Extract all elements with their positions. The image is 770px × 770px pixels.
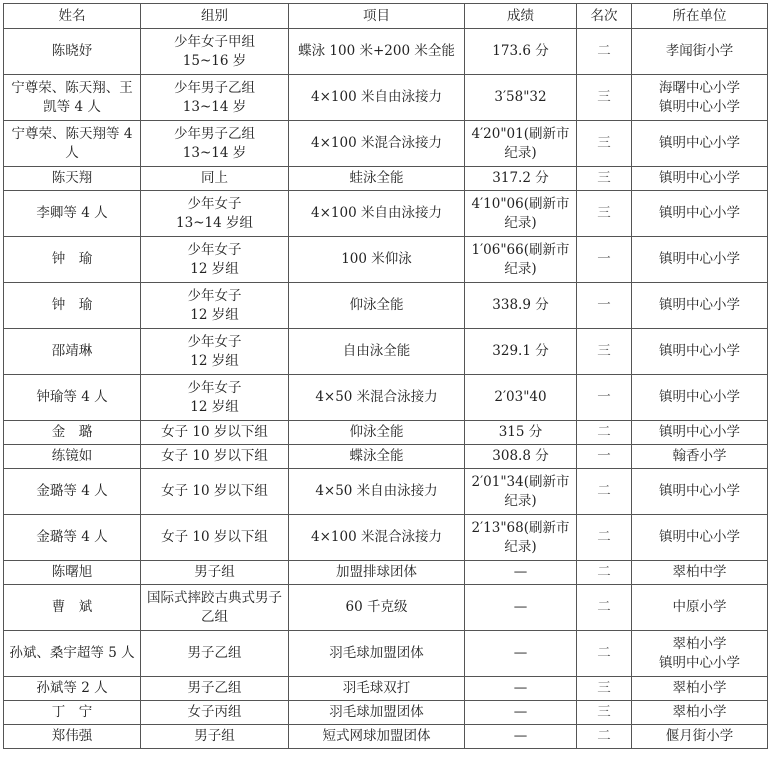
cell-group: 女子 10 岁以下组 [141,445,289,469]
cell-result: 4′10"06(刷新市纪录) [465,191,577,237]
cell-rank: 三 [577,677,632,701]
cell-unit: 海曙中心小学 镇明中心小学 [632,75,768,121]
table-row [4,191,768,237]
cell-name: 丁 宁 [4,701,141,725]
cell-rank: 一 [577,375,632,421]
cell-name: 曹 斌 [4,585,141,631]
cell-group: 女子丙组 [141,701,289,725]
cell-event: 蝶泳 100 米+200 米全能 [289,29,465,75]
cell-result: 173.6 分 [465,29,577,75]
cell-rank: 二 [577,29,632,75]
table-row [4,421,768,445]
cell-result: 1′06"66(刷新市纪录) [465,237,577,283]
table-row [4,469,768,515]
table-row [4,237,768,283]
cell-rank: 二 [577,421,632,445]
cell-result: 338.9 分 [465,283,577,329]
cell-name: 钟瑜等 4 人 [4,375,141,421]
cell-group: 女子 10 岁以下组 [141,421,289,445]
cell-event: 蝶泳全能 [289,445,465,469]
cell-result: — [465,631,577,677]
cell-result: 2′01"34(刷新市纪录) [465,469,577,515]
cell-event: 蛙泳全能 [289,167,465,191]
cell-unit: 镇明中心小学 [632,167,768,191]
cell-event: 加盟排球团体 [289,561,465,585]
cell-unit: 镇明中心小学 [632,191,768,237]
cell-name: 练镜如 [4,445,141,469]
cell-rank: 三 [577,701,632,725]
table-row [4,701,768,725]
table-row [4,329,768,375]
cell-unit: 翠柏中学 [632,561,768,585]
table-row [4,631,768,677]
cell-group: 少年女子 12 岁组 [141,329,289,375]
cell-rank: 二 [577,469,632,515]
cell-group: 少年女子 13~14 岁组 [141,191,289,237]
cell-group: 同上 [141,167,289,191]
cell-rank: 二 [577,585,632,631]
cell-name: 钟 瑜 [4,237,141,283]
cell-result: — [465,677,577,701]
cell-unit: 中原小学 [632,585,768,631]
cell-result: 4′20"01(刷新市纪录) [465,121,577,167]
cell-event: 羽毛球加盟团体 [289,631,465,677]
cell-rank: 二 [577,515,632,561]
cell-name: 陈天翔 [4,167,141,191]
cell-event: 4×100 米混合泳接力 [289,121,465,167]
cell-unit: 偃月街小学 [632,725,768,749]
cell-unit: 翰香小学 [632,445,768,469]
header-name: 姓名 [4,4,141,29]
cell-event: 4×100 米自由泳接力 [289,191,465,237]
cell-unit: 翠柏小学 镇明中心小学 [632,631,768,677]
cell-rank: 一 [577,283,632,329]
cell-rank: 一 [577,237,632,283]
cell-group: 少年女子 12 岁组 [141,375,289,421]
cell-rank: 三 [577,121,632,167]
cell-name: 金 璐 [4,421,141,445]
table-row [4,445,768,469]
table-row [4,29,768,75]
cell-name: 孙斌等 2 人 [4,677,141,701]
header-event: 项目 [289,4,465,29]
cell-unit: 孝闻街小学 [632,29,768,75]
cell-name: 陈曙旭 [4,561,141,585]
cell-unit: 镇明中心小学 [632,515,768,561]
cell-unit: 镇明中心小学 [632,237,768,283]
cell-event: 4×50 米混合泳接力 [289,375,465,421]
table-row [4,561,768,585]
cell-event: 自由泳全能 [289,329,465,375]
cell-rank: 三 [577,167,632,191]
cell-rank: 二 [577,631,632,677]
cell-rank: 三 [577,191,632,237]
cell-event: 100 米仰泳 [289,237,465,283]
table-row [4,75,768,121]
header-result: 成绩 [465,4,577,29]
cell-group: 男子乙组 [141,677,289,701]
cell-name: 宁尊荣、陈天翔等 4 人 [4,121,141,167]
header-unit: 所在单位 [632,4,768,29]
header-rank: 名次 [577,4,632,29]
table-row [4,725,768,749]
cell-group: 女子 10 岁以下组 [141,469,289,515]
cell-name: 钟 瑜 [4,283,141,329]
cell-group: 少年男子乙组 13~14 岁 [141,121,289,167]
cell-result: 3′58"32 [465,75,577,121]
table-row [4,375,768,421]
cell-result: — [465,701,577,725]
table-row [4,121,768,167]
header-group: 组别 [141,4,289,29]
cell-group: 女子 10 岁以下组 [141,515,289,561]
cell-event: 羽毛球加盟团体 [289,701,465,725]
cell-group: 男子组 [141,561,289,585]
cell-name: 宁尊荣、陈天翔、王凯等 4 人 [4,75,141,121]
cell-event: 仰泳全能 [289,283,465,329]
cell-result: 317.2 分 [465,167,577,191]
cell-group: 国际式摔跤古典式男子乙组 [141,585,289,631]
cell-name: 金璐等 4 人 [4,515,141,561]
cell-rank: 三 [577,329,632,375]
cell-group: 男子组 [141,725,289,749]
cell-result: 308.8 分 [465,445,577,469]
cell-rank: 二 [577,725,632,749]
cell-rank: 二 [577,561,632,585]
cell-name: 郑伟强 [4,725,141,749]
table-body [4,29,768,749]
cell-event: 短式网球加盟团体 [289,725,465,749]
cell-event: 4×100 米混合泳接力 [289,515,465,561]
cell-group: 少年女子 12 岁组 [141,237,289,283]
table-row [4,585,768,631]
cell-group: 少年女子甲组 15~16 岁 [141,29,289,75]
results-table [3,3,768,749]
cell-name: 孙斌、桑宇超等 5 人 [4,631,141,677]
cell-rank: 一 [577,445,632,469]
cell-group: 少年女子 12 岁组 [141,283,289,329]
cell-result: 315 分 [465,421,577,445]
cell-unit: 镇明中心小学 [632,469,768,515]
cell-unit: 翠柏小学 [632,677,768,701]
cell-result: 2′13"68(刷新市纪录) [465,515,577,561]
table-row [4,167,768,191]
cell-event: 4×50 米自由泳接力 [289,469,465,515]
cell-name: 李卿等 4 人 [4,191,141,237]
header-row [4,4,768,29]
cell-group: 少年男子乙组 13~14 岁 [141,75,289,121]
cell-unit: 镇明中心小学 [632,421,768,445]
cell-unit: 翠柏小学 [632,701,768,725]
cell-name: 陈晓妤 [4,29,141,75]
cell-unit: 镇明中心小学 [632,283,768,329]
table-row [4,283,768,329]
cell-result: 329.1 分 [465,329,577,375]
cell-result: — [465,585,577,631]
cell-unit: 镇明中心小学 [632,375,768,421]
cell-result: — [465,561,577,585]
cell-event: 60 千克级 [289,585,465,631]
cell-result: 2′03"40 [465,375,577,421]
cell-name: 邵靖琳 [4,329,141,375]
cell-rank: 三 [577,75,632,121]
cell-event: 羽毛球双打 [289,677,465,701]
cell-name: 金璐等 4 人 [4,469,141,515]
cell-event: 4×100 米自由泳接力 [289,75,465,121]
cell-unit: 镇明中心小学 [632,329,768,375]
cell-result: — [465,725,577,749]
cell-group: 男子乙组 [141,631,289,677]
table-row [4,677,768,701]
table-row [4,515,768,561]
cell-unit: 镇明中心小学 [632,121,768,167]
cell-event: 仰泳全能 [289,421,465,445]
